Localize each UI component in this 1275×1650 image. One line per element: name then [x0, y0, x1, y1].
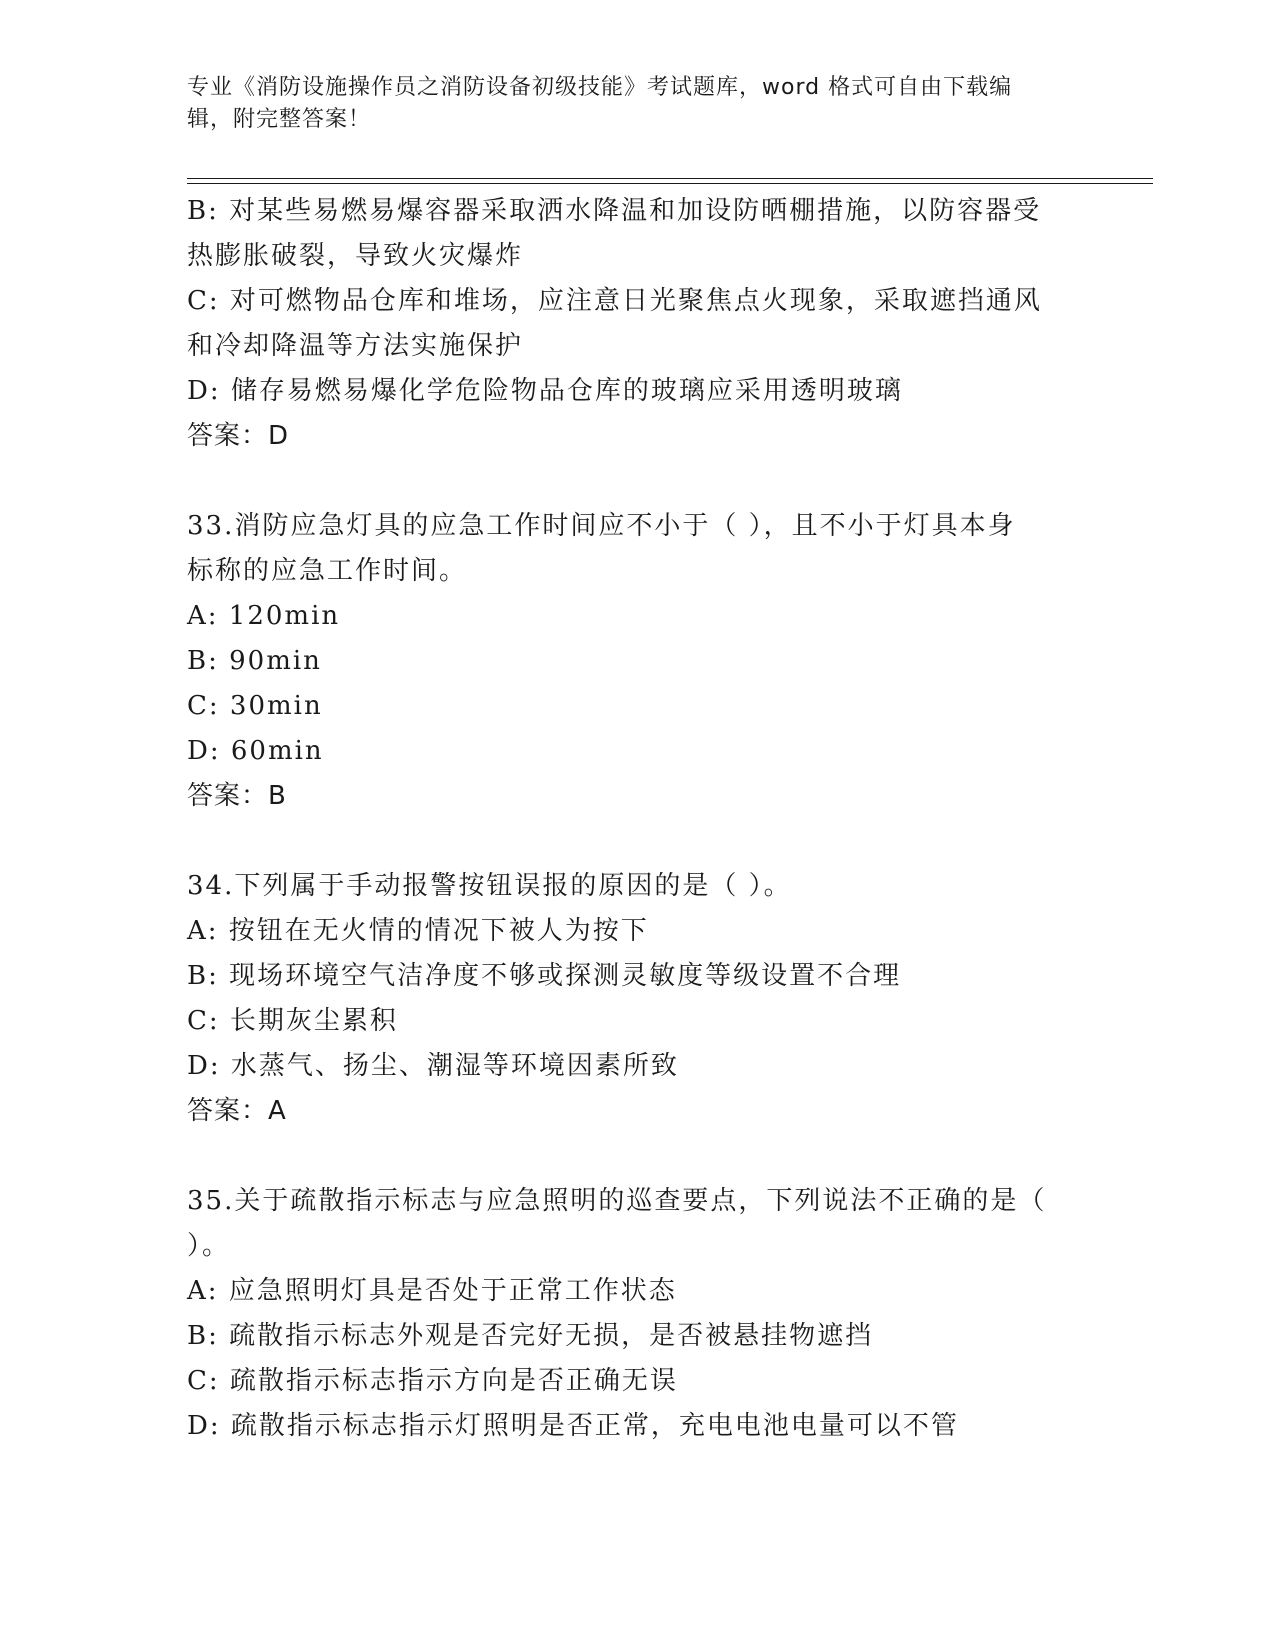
option-d: D: 储存易燃易爆化学危险物品仓库的玻璃应采用透明玻璃	[187, 376, 903, 406]
option-a: A: 按钮在无火情的情况下被人为按下	[187, 916, 649, 946]
option-d: D: 疏散指示标志指示灯照明是否正常，充电电池电量可以不管	[187, 1411, 959, 1441]
header-line-1: 专业《消防设施操作员之消防设备初级技能》考试题库，word 格式可自由下载编	[187, 75, 1013, 100]
option-b-line-1: B: 对某些易燃易爆容器采取洒水降温和加设防晒棚措施，以防容器受	[187, 196, 1042, 226]
option-c: C: 长期灰尘累积	[187, 1006, 398, 1036]
option-b: B: 现场环境空气洁净度不够或探测灵敏度等级设置不合理	[187, 961, 902, 991]
previous-question	[187, 189, 1067, 459]
spacer	[187, 459, 1067, 504]
answer: 答案：B	[187, 781, 287, 811]
option-c: C: 30min	[187, 691, 323, 721]
header-line-2: 辑，附完整答案！	[187, 107, 372, 132]
question-stem-line-1: 35.关于疏散指示标志与应急照明的巡查要点，下列说法不正确的是（	[187, 1186, 1047, 1216]
answer: 答案：A	[187, 1096, 287, 1126]
question-stem: 34.下列属于手动报警按钮误报的原因的是（ ）。	[187, 871, 792, 901]
option-d: D: 水蒸气、扬尘、潮湿等环境因素所致	[187, 1051, 679, 1081]
header-divider-top	[187, 178, 1153, 179]
option-b-line-2: 热膨胀破裂，导致火灾爆炸	[187, 241, 524, 271]
question-content	[187, 189, 1067, 1449]
option-b: B: 90min	[187, 646, 322, 676]
option-d: D: 60min	[187, 736, 324, 766]
option-b: B: 疏散指示标志外观是否完好无损，是否被悬挂物遮挡	[187, 1321, 874, 1351]
question-34	[187, 864, 1067, 1134]
question-stem-line-2: 标称的应急工作时间。	[187, 556, 468, 586]
question-stem-line-1: 33.消防应急灯具的应急工作时间应不小于（ ），且不小于灯具本身	[187, 511, 1016, 541]
option-a: A: 120min	[187, 601, 341, 631]
header-divider-bottom	[187, 183, 1153, 184]
option-c-line-2: 和冷却降温等方法实施保护	[187, 331, 524, 361]
spacer	[187, 819, 1067, 864]
answer: 答案：D	[187, 421, 290, 451]
question-stem-line-2: ）。	[187, 1231, 231, 1261]
option-a: A: 应急照明灯具是否处于正常工作状态	[187, 1276, 677, 1306]
option-c: C: 疏散指示标志指示方向是否正确无误	[187, 1366, 678, 1396]
question-33	[187, 504, 1067, 819]
question-35	[187, 1179, 1067, 1449]
option-c-line-1: C: 对可燃物品仓库和堆场，应注意日光聚焦点火现象，采取遮挡通风	[187, 286, 1042, 316]
document-header	[187, 72, 1067, 136]
spacer	[187, 1134, 1067, 1179]
